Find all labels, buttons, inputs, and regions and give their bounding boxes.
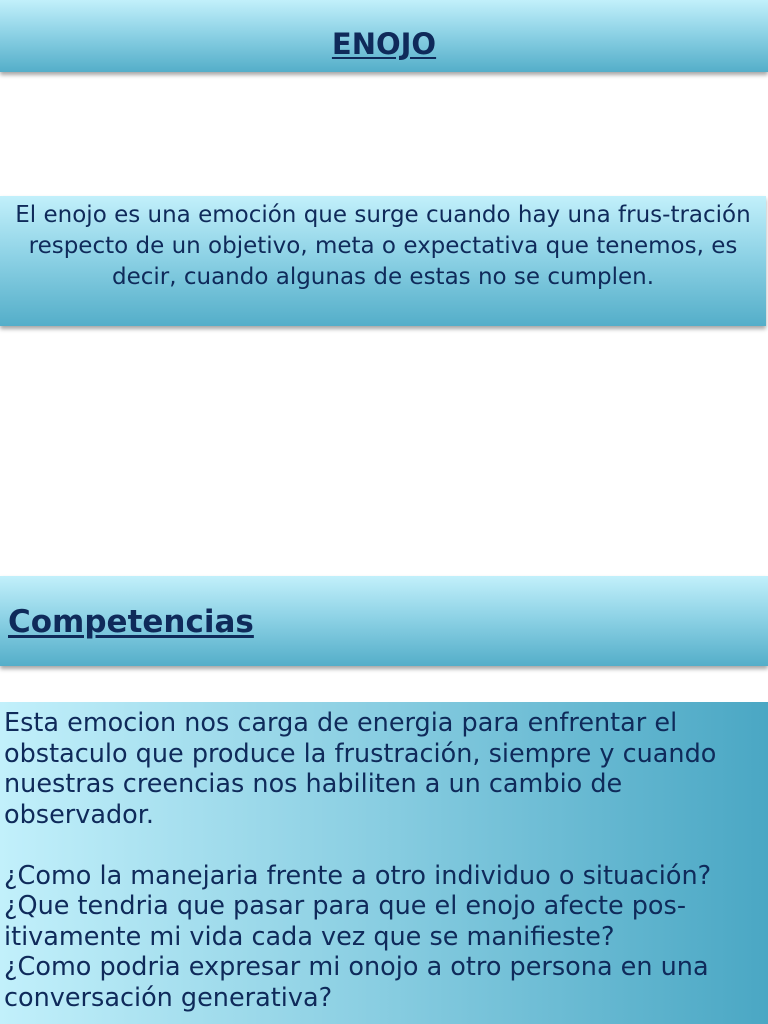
page-title: ENOJO [331,27,437,61]
definition-box [0,196,766,326]
title-band [0,0,768,72]
body-paragraph: Esta emocion nos carga de energia para enfrentar el obstaculo que produce la frustración, siempre y cuando nuestras creencias nos habiliten a un cambio de observador. [4,708,717,830]
section-header-band [0,576,768,666]
question-2: ¿Que tendria que pasar para que el enojo afecte pos-itivamente mi vida cada vez que se manifieste? [4,891,687,952]
section-heading: Competencias [8,604,254,640]
paragraph-spacer [4,830,764,861]
content-panel [0,702,768,1024]
definition-text: El enojo es una emoción que surge cuando hay una frus-tración respecto de un objetivo, meta o expectativa que tenemos, es decir, cuando algunas de estas no se cumplen. [15,202,751,290]
question-1: ¿Como la manejaria frente a otro individuo o situación? [4,860,712,891]
question-3: ¿Como podria expresar mi onojo a otro persona en una conversación generativa? [4,952,709,1013]
